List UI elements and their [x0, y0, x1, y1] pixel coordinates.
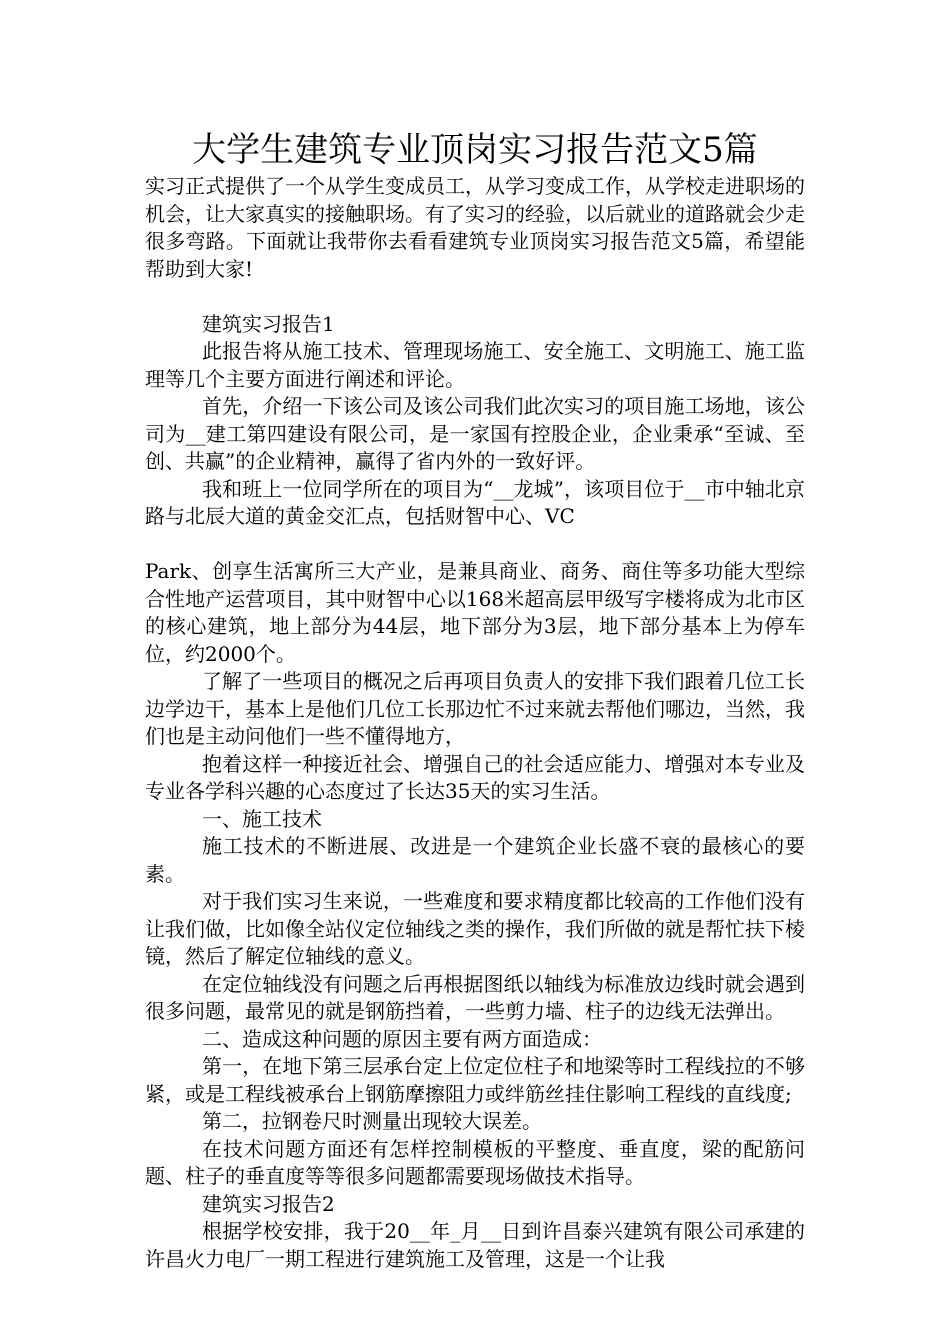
document-body	[145, 173, 805, 1273]
section-heading: 建筑实习报告1	[202, 311, 335, 336]
body-paragraph: 根据学校安排，我于20__年_月__日到许昌泰兴建筑有限公司承建的许昌火力电厂一期工程进行建筑施工及管理，这是一个让我	[145, 1219, 805, 1271]
body-paragraph: 此报告将从施工技术、管理现场施工、安全施工、文明施工、施工监理等几个主要方面进行阐述和评论。	[145, 339, 805, 391]
body-paragraph: Park、创享生活寓所三大产业，是兼具商业、商务、商住等多功能大型综合性地产运营项目，其中财智中心以168米超高层甲级写字楼将成为北市区的核心建筑，地上部分为44层，地下部分为3层，地下部分基本上为停车位，约2000个。	[145, 559, 805, 666]
body-paragraph: 第二，拉钢卷尺时测量出现较大误差。	[202, 1109, 542, 1133]
body-paragraph: 第一，在地下第三层承台定上位定位柱子和地梁等时工程线拉的不够紧，或是工程线被承台上钢筋摩擦阻力或绊筋丝挂住影响工程线的直线度;	[145, 1054, 805, 1106]
body-paragraph: 了解了一些项目的概况之后再项目负责人的安排下我们跟着几位工长边学边干，基本上是他们几位工长那边忙不过来就去帮他们哪边，当然，我们也是主动问他们一些不懂得地方，	[145, 669, 805, 748]
section-heading: 二、造成这种问题的原因主要有两方面造成：	[202, 1026, 602, 1051]
body-paragraph: 抱着这样一种接近社会、增强自己的社会适应能力、增强对本专业及专业各学科兴趣的心态度过了长达35天的实习生活。	[145, 751, 805, 803]
section-heading: 一、施工技术	[202, 806, 322, 831]
intro-paragraph: 实习正式提供了一个从学生变成员工，从学习变成工作，从学校走进职场的机会，让大家真实的接触职场。有了实习的经验，以后就业的道路就会少走很多弯路。下面就让我带你去看看建筑专业顶岗实习报告范文5篇，希望能帮助到大家!	[145, 174, 805, 281]
body-paragraph: 我和班上一位同学所在的项目为“__龙城”，该项目位于__市中轴北京路与北辰大道的黄金交汇点，包括财智中心、VC	[145, 476, 805, 528]
document-title: 大学生建筑专业顶岗实习报告范文5篇	[192, 130, 758, 170]
body-paragraph: 在定位轴线没有问题之后再根据图纸以轴线为标准放边线时就会遇到很多问题，最常见的就是钢筋挡着，一些剪力墙、柱子的边线无法弹出。	[145, 971, 805, 1023]
body-paragraph: 在技术问题方面还有怎样控制模板的平整度、垂直度，梁的配筋问题、柱子的垂直度等等很多问题都需要现场做技术指导。	[145, 1136, 805, 1188]
body-paragraph: 首先，介绍一下该公司及该公司我们此次实习的项目施工场地，该公司为__建工第四建设有限公司，是一家国有控股企业，企业秉承“至诚、至创、共赢”的企业精神，赢得了省内外的一致好评。	[145, 394, 805, 473]
body-paragraph: 施工技术的不断进展、改进是一个建筑企业长盛不衰的最核心的要素。	[145, 834, 805, 886]
body-paragraph: 对于我们实习生来说，一些难度和要求精度都比较高的工作他们没有让我们做，比如像全站仪定位轴线之类的操作，我们所做的就是帮忙扶下棱镜，然后了解定位轴线的意义。	[145, 889, 805, 968]
section-heading: 建筑实习报告2	[202, 1191, 335, 1216]
